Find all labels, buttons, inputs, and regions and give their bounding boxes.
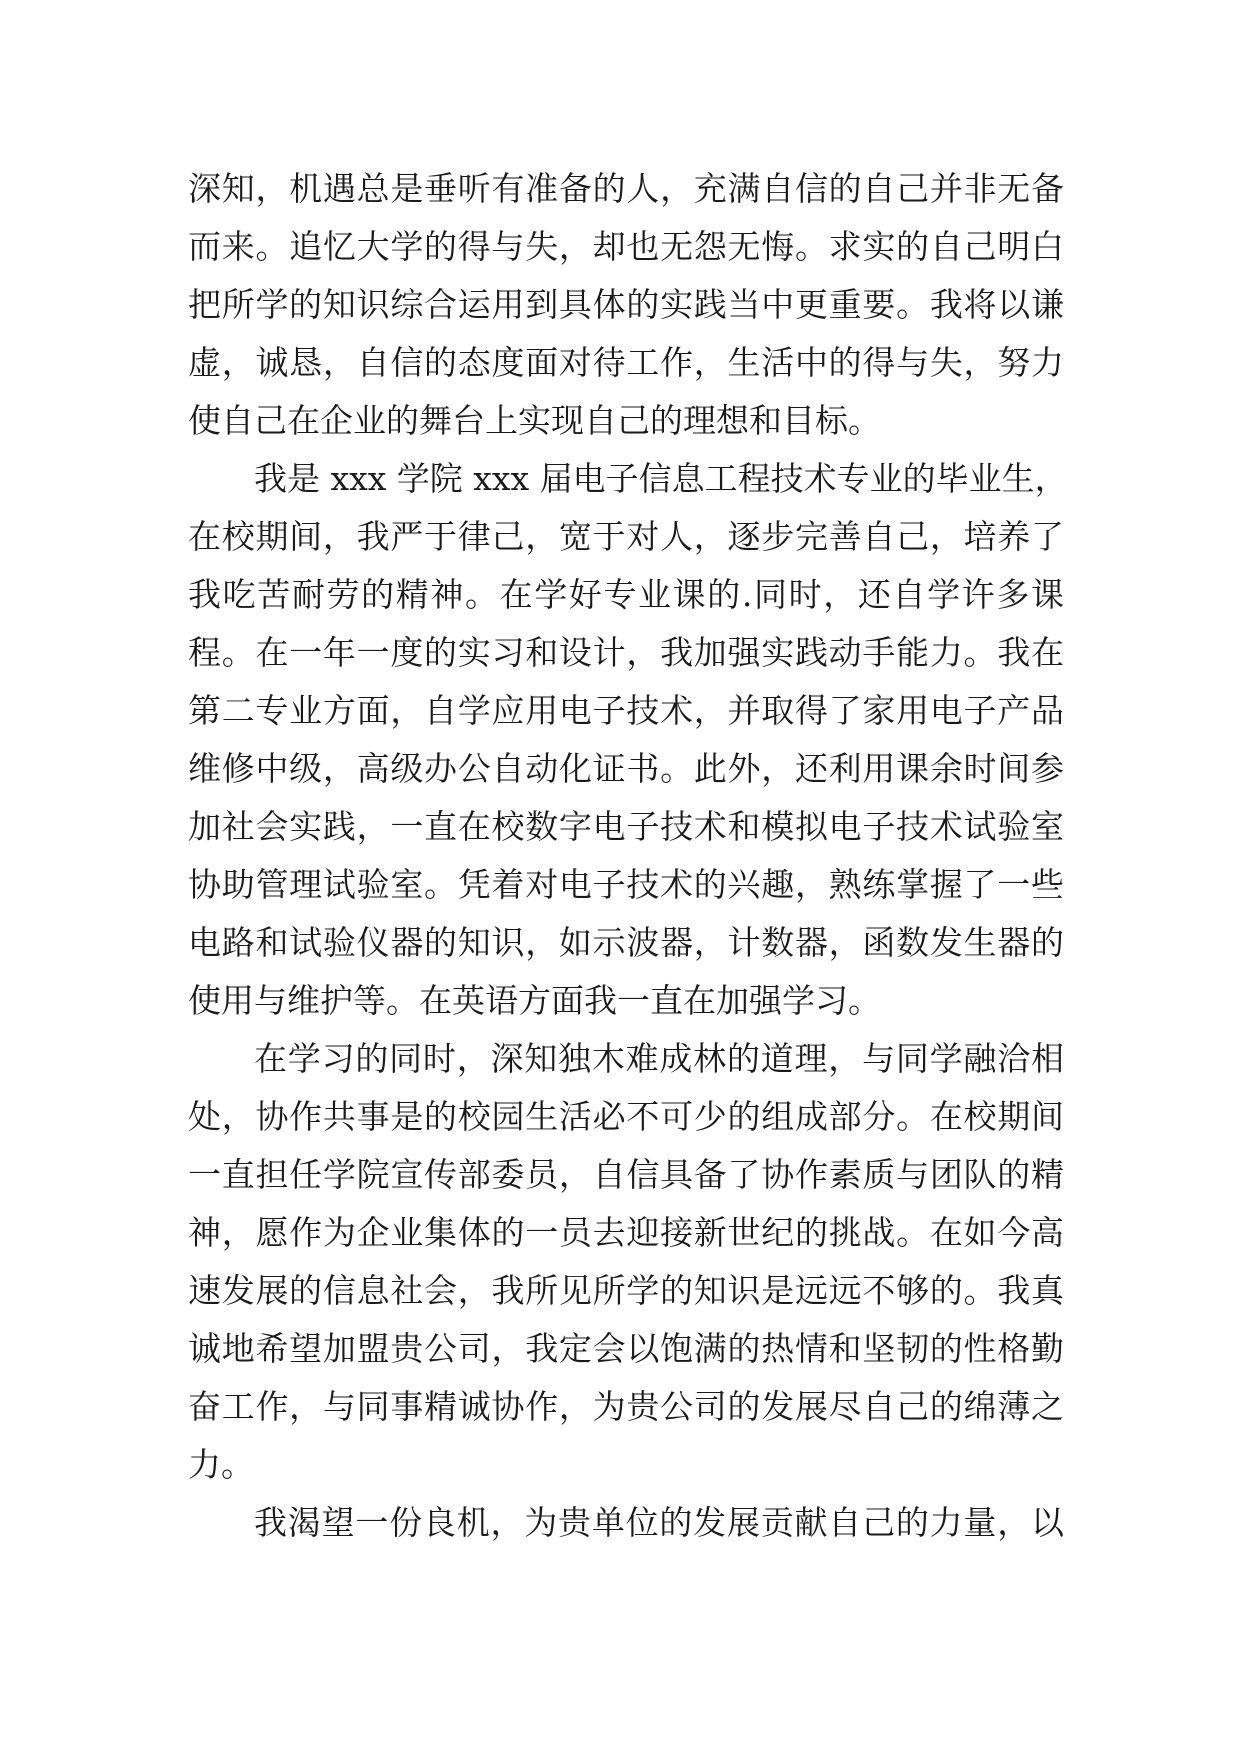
paragraph xyxy=(188,1030,1064,1494)
text-line: 把所学的知识综合运用到具体的实践当中更重要。我将以谦 xyxy=(188,285,1064,324)
text-line: 在校期间，我严于律己，宽于对人，逐步完善自己，培养了 xyxy=(188,517,1064,556)
text-line: 我吃苦耐劳的精神。在学好专业课的.同时，还自学许多课 xyxy=(188,575,1064,614)
text-line: 在学习的同时，深知独木难成林的道理，与同学融洽相 xyxy=(254,1039,1064,1078)
text-line: 奋工作，与同事精诚协作，为贵公司的发展尽自己的绵薄之 xyxy=(188,1387,1064,1426)
text-line: 我渴望一份良机，为贵单位的发展贡献自己的力量，以 xyxy=(254,1503,1064,1542)
text-line: 协助管理试验室。凭着对电子技术的兴趣，熟练掌握了一些 xyxy=(188,865,1064,904)
text-line: 诚地希望加盟贵公司，我定会以饱满的热情和坚韧的性格勤 xyxy=(188,1329,1064,1368)
text-line: 处，协作共事是的校园生活必不可少的组成部分。在校期间 xyxy=(188,1097,1064,1136)
text-line: 使用与维护等。在英语方面我一直在加强学习。 xyxy=(188,981,881,1020)
text-line: 维修中级，高级办公自动化证书。此外，还利用课余时间参 xyxy=(188,749,1064,788)
paragraph xyxy=(188,160,1064,450)
text-line: 我是 xxx 学院 xxx 届电子信息工程技术专业的毕业生， xyxy=(254,459,1068,498)
text-line: 深知，机遇总是垂听有准备的人，充满自信的自己并非无备 xyxy=(188,169,1064,208)
document-body xyxy=(188,160,1068,1552)
text-line: 第二专业方面，自学应用电子技术，并取得了家用电子产品 xyxy=(188,691,1064,730)
text-line: 虚，诚恳，自信的态度面对待工作，生活中的得与失，努力 xyxy=(188,343,1064,382)
text-line: 力。 xyxy=(188,1445,254,1484)
text-line: 电路和试验仪器的知识，如示波器，计数器，函数发生器的 xyxy=(188,923,1064,962)
text-line: 一直担任学院宣传部委员，自信具备了协作素质与团队的精 xyxy=(188,1155,1064,1194)
text-line: 使自己在企业的舞台上实现自己的理想和目标。 xyxy=(188,401,881,440)
text-line: 程。在一年一度的实习和设计，我加强实践动手能力。我在 xyxy=(188,633,1064,672)
text-line: 加社会实践，一直在校数字电子技术和模拟电子技术试验室 xyxy=(188,807,1064,846)
text-line: 速发展的信息社会，我所见所学的知识是远远不够的。我真 xyxy=(188,1271,1064,1310)
text-line: 神，愿作为企业集体的一员去迎接新世纪的挑战。在如今高 xyxy=(188,1213,1064,1252)
text-line: 而来。追忆大学的得与失，却也无怨无悔。求实的自己明白 xyxy=(188,227,1064,266)
paragraph xyxy=(188,450,1068,1030)
paragraph xyxy=(188,1494,1064,1552)
